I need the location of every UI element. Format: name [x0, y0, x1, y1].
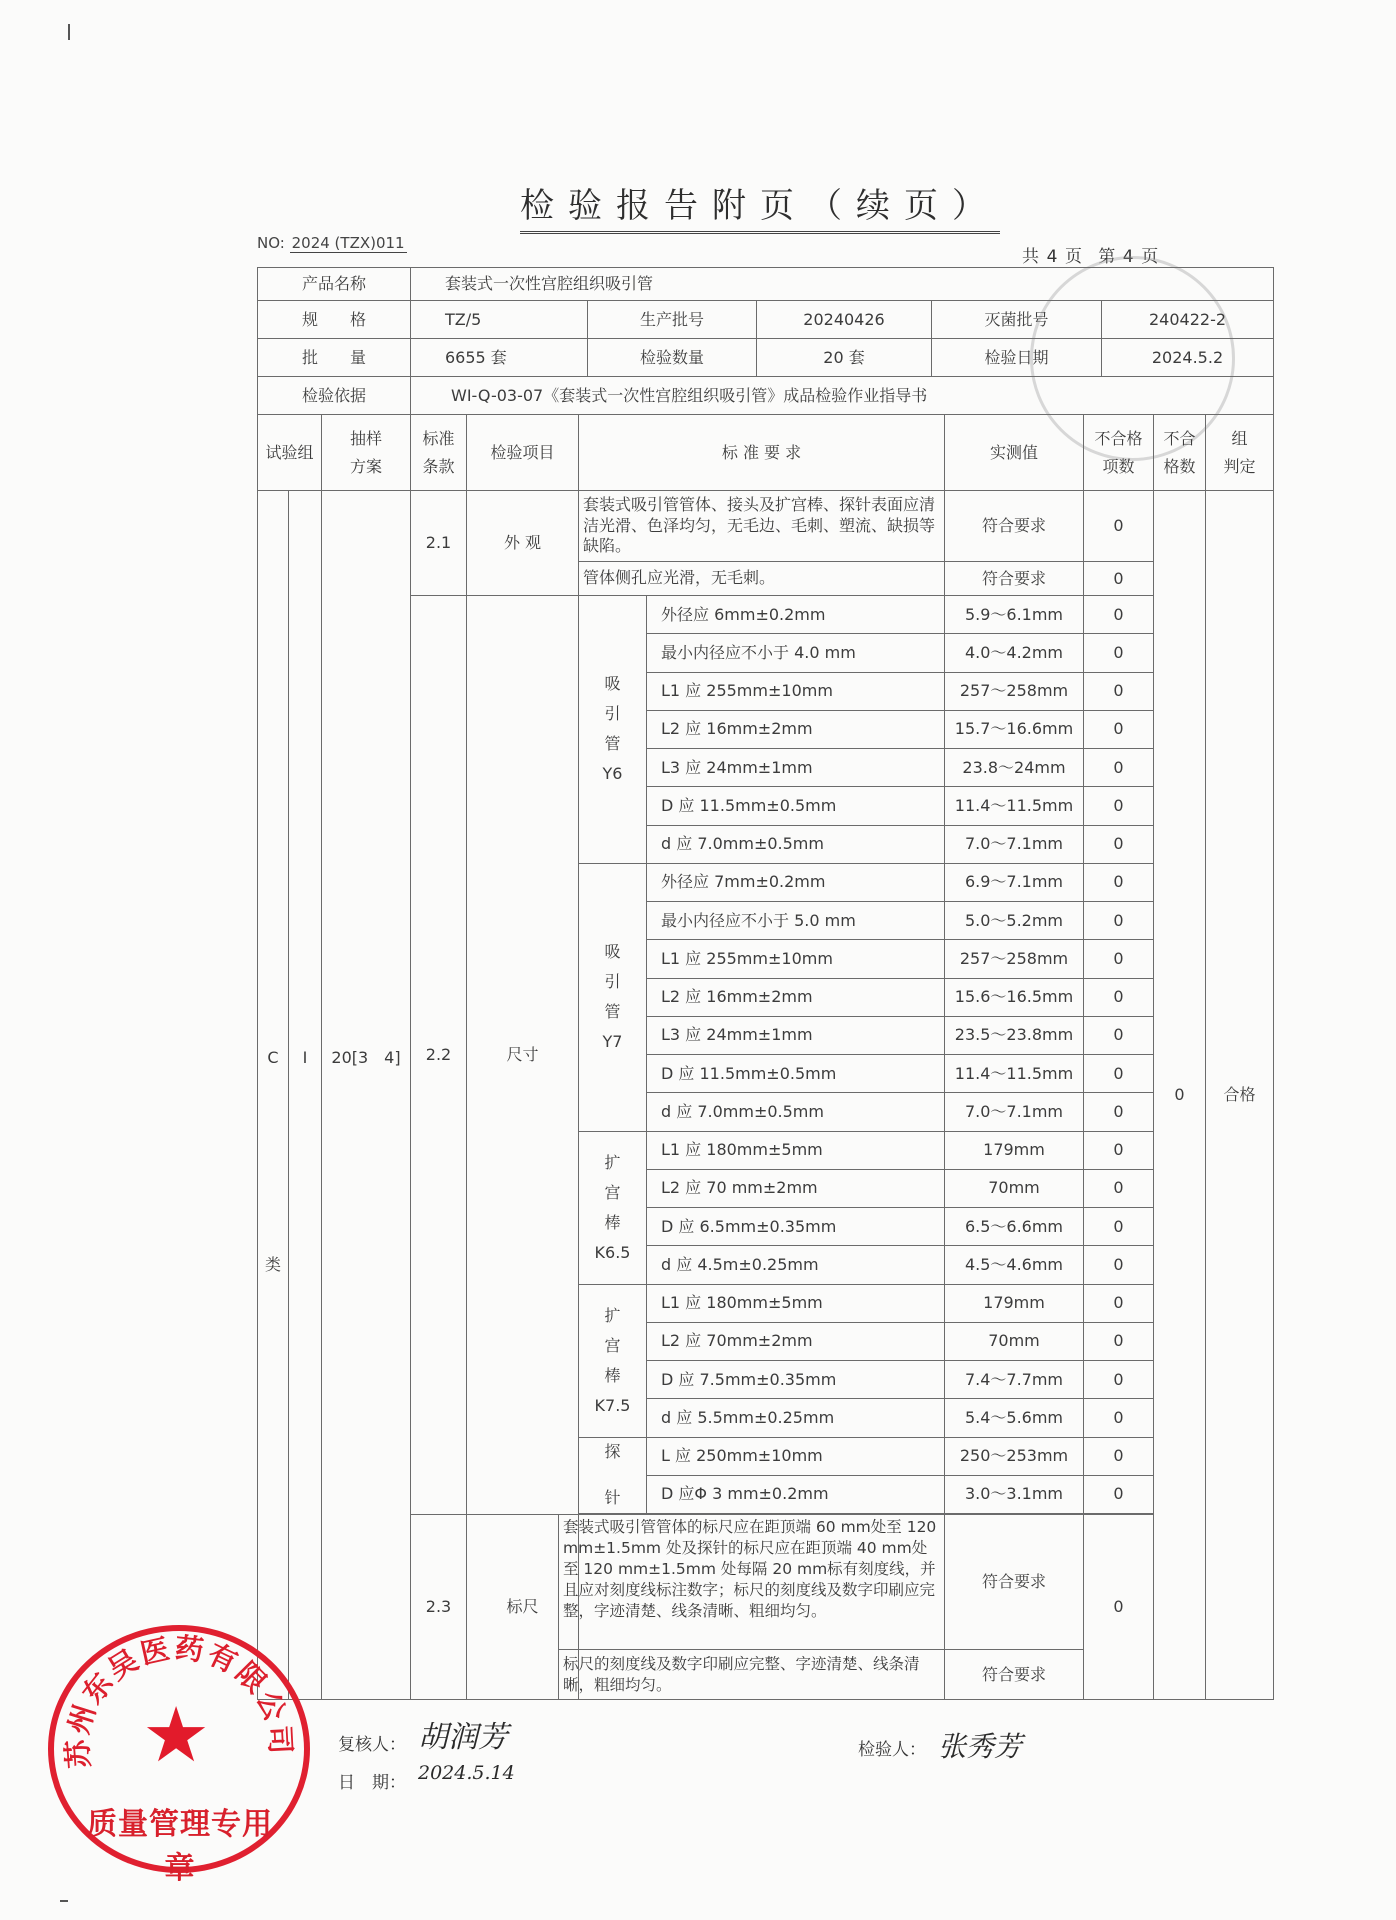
- requirement-appearance-2: 管体侧孔应光滑，无毛刺。: [578, 561, 945, 596]
- dimension-requirement: d 应 7.0mm±0.5mm: [646, 1092, 945, 1131]
- dimension-fail-items: 0: [1083, 1092, 1154, 1131]
- item-appearance: 外 观: [466, 490, 579, 596]
- date-label: 日 期：: [338, 1773, 406, 1793]
- basis-value: WI-Q-03-07《套装式一次性宫腔组织吸引管》成品检验作业指导书: [410, 376, 1274, 415]
- dimension-requirement: L1 应 180mm±5mm: [646, 1284, 945, 1323]
- dimension-requirement: D 应Φ 3 mm±0.2mm: [646, 1475, 945, 1514]
- dimension-measured: 11.4～11.5mm: [944, 1054, 1084, 1093]
- dimension-measured: 179mm: [944, 1131, 1084, 1170]
- sterilization-batch-label: 灭菌批号: [931, 300, 1102, 339]
- dimension-fail-items: 0: [1083, 863, 1154, 902]
- product-name-value: 套装式一次性宫腔组织吸引管: [410, 267, 1274, 301]
- fail-scale: 0: [1083, 1514, 1154, 1700]
- requirement-scale-2: 标尺的刻度线及数字印刷应完整、字迹清楚、线条清晰，粗细均匀。: [558, 1649, 945, 1700]
- dimension-requirement: L2 应 70 mm±2mm: [646, 1169, 945, 1208]
- dimension-measured: 70mm: [944, 1322, 1084, 1361]
- dimension-measured: 179mm: [944, 1284, 1084, 1323]
- dimension-measured: 6.5～6.6mm: [944, 1207, 1084, 1246]
- dimension-fail-items: 0: [1083, 825, 1154, 864]
- col-clause: [410, 414, 467, 491]
- reviewer-signature: 胡润芳: [418, 1720, 508, 1755]
- item-dimension: 尺寸: [466, 595, 579, 1515]
- dimension-group-label: [578, 1131, 647, 1285]
- lot-size-label: 批 量: [257, 338, 411, 377]
- dimension-measured: 5.0～5.2mm: [944, 901, 1084, 940]
- dimension-group-label-char: 针: [604, 1488, 621, 1508]
- dimension-fail-items: 0: [1083, 786, 1154, 825]
- col-sampling: [321, 414, 411, 491]
- col-clause-line2: 条款: [422, 456, 455, 476]
- dimension-requirement: D 应 11.5mm±0.5mm: [646, 786, 945, 825]
- dimension-group-label-char: 吸: [604, 942, 621, 962]
- dimension-requirement: 最小内径应不小于 5.0 mm: [646, 901, 945, 940]
- dimension-fail-items: 0: [1083, 1169, 1154, 1208]
- dimension-requirement: L 应 250mm±10mm: [646, 1437, 945, 1476]
- inspection-quantity-value: 20 套: [756, 338, 932, 377]
- measured-scale-2: 符合要求: [944, 1649, 1084, 1700]
- dimension-fail-items: 0: [1083, 633, 1154, 672]
- document-number-value: 2024 (TZX)011: [291, 234, 405, 252]
- dimension-group-label-char: 吸: [604, 674, 621, 694]
- dimension-group-label: [578, 863, 647, 1132]
- dimension-fail-items: 0: [1083, 1360, 1154, 1399]
- item-scale: 标尺: [466, 1514, 579, 1700]
- dimension-measured: 15.7～16.6mm: [944, 710, 1084, 749]
- dimension-group-label-char: 引: [604, 972, 621, 992]
- clause-2-2: 2.2: [410, 595, 467, 1515]
- col-judgement-line2: 判定: [1223, 456, 1256, 476]
- dimension-fail-items: 0: [1083, 901, 1154, 940]
- dimension-requirement: 外径应 7mm±0.2mm: [646, 863, 945, 902]
- dimension-group-label: [578, 595, 647, 864]
- col-judgement: [1205, 414, 1274, 491]
- clause-2-1: 2.1: [410, 490, 467, 596]
- test-group-level-value: I: [302, 1048, 308, 1067]
- dimension-requirement: d 应 4.5m±0.25mm: [646, 1245, 945, 1284]
- dimension-fail-items: 0: [1083, 595, 1154, 634]
- col-measured: 实测值: [944, 414, 1084, 491]
- col-item: 检验项目: [466, 414, 579, 491]
- clause-2-3: 2.3: [410, 1514, 467, 1700]
- dimension-requirement: d 应 7.0mm±0.5mm: [646, 825, 945, 864]
- dimension-fail-items: 0: [1083, 1322, 1154, 1361]
- col-fail-items: [1083, 414, 1154, 491]
- dimension-group-label-char: 宫: [604, 1182, 621, 1202]
- dimension-measured: 5.4～5.6mm: [944, 1398, 1084, 1437]
- dimension-group-label-char: 扩: [604, 1152, 621, 1172]
- measured-appearance-1: 符合要求: [944, 490, 1084, 562]
- dimension-measured: 3.0～3.1mm: [944, 1475, 1084, 1514]
- col-clause-line1: 标准: [422, 428, 455, 448]
- dimension-requirement: d 应 5.5mm±0.25mm: [646, 1398, 945, 1437]
- dimension-requirement: L1 应 255mm±10mm: [646, 939, 945, 978]
- lot-size-value: 6655 套: [410, 338, 588, 377]
- document-title: 检验报告附页（续页）: [520, 178, 1000, 234]
- dimension-group-label-char: K6.5: [594, 1242, 631, 1262]
- dimension-requirement: L1 应 255mm±10mm: [646, 672, 945, 711]
- dimension-measured: 7.0～7.1mm: [944, 825, 1084, 864]
- col-sampling-line1: 抽样: [349, 428, 382, 448]
- page-total-prefix: 共: [1022, 247, 1039, 267]
- requirement-scale-1: 套装式吸引管管体的标尺应在距顶端 60 mm处至 120 mm±1.5mm 处及探针的标尺应在距顶端 40 mm处至 120 mm±1.5mm 处每隔 20 mm标有刻度线，并且应对刻度线标注数字；标尺的刻度线及数字印刷应完整，字迹清楚、线条清晰、粗细均匀。: [558, 1514, 945, 1650]
- sampling-plan: [321, 490, 411, 1700]
- company-quality-stamp: [48, 1625, 310, 1886]
- stamp-star-icon: ★: [142, 1690, 211, 1779]
- document-number-label: NO:: [257, 234, 285, 252]
- fail-appearance-2: 0: [1083, 561, 1154, 596]
- scan-edge-mark: [68, 24, 70, 40]
- dimension-fail-items: 0: [1083, 1437, 1154, 1476]
- col-fail-count-line1: 不合: [1163, 428, 1196, 448]
- page-current-prefix: 第: [1098, 247, 1116, 267]
- dimension-group-label-char: 棒: [604, 1365, 621, 1385]
- dimension-fail-items: 0: [1083, 978, 1154, 1017]
- inspection-quantity-label: 检验数量: [587, 338, 757, 377]
- dimension-fail-items: 0: [1083, 1016, 1154, 1055]
- dimension-fail-items: 0: [1083, 1207, 1154, 1246]
- inspection-date-value: 2024.5.2: [1101, 338, 1274, 377]
- production-batch-label: 生产批号: [587, 300, 757, 339]
- test-group-class-suffix: 类: [264, 1255, 281, 1274]
- sampling-plan-value: 20[3 4]: [331, 1048, 401, 1067]
- product-name-label: 产品名称: [257, 267, 411, 301]
- col-sampling-line2: 方案: [349, 456, 382, 476]
- dimension-measured: 70mm: [944, 1169, 1084, 1208]
- dimension-group-label-char: 宫: [604, 1335, 621, 1355]
- dimension-group-label: [578, 1437, 647, 1515]
- dimension-group-label-char: K7.5: [594, 1395, 631, 1415]
- dimension-measured: 15.6～16.5mm: [944, 978, 1084, 1017]
- dimension-measured: 6.9～7.1mm: [944, 863, 1084, 902]
- dimension-group-label-char: 扩: [604, 1305, 621, 1325]
- dimension-measured: 250～253mm: [944, 1437, 1084, 1476]
- dimension-fail-items: 0: [1083, 748, 1154, 787]
- inspection-date-label: 检验日期: [931, 338, 1102, 377]
- page-total: 4: [1039, 247, 1065, 268]
- dimension-fail-items: 0: [1083, 710, 1154, 749]
- dimension-requirement: L2 应 16mm±2mm: [646, 710, 945, 749]
- document-number: [257, 234, 407, 252]
- dimension-group-label-char: 管: [604, 1002, 621, 1022]
- group-fail-count: 0: [1153, 490, 1206, 1700]
- inspector-signature: 张秀芳: [938, 1730, 1023, 1763]
- col-fail-items-line2: 项数: [1102, 456, 1135, 476]
- dimension-requirement: L2 应 70mm±2mm: [646, 1322, 945, 1361]
- test-group-class-c: C: [267, 1048, 279, 1067]
- scan-edge-mark: [60, 1900, 68, 1902]
- dimension-requirement: 外径应 6mm±0.2mm: [646, 595, 945, 634]
- spec-label: 规 格: [257, 300, 411, 339]
- dimension-requirement: D 应 11.5mm±0.5mm: [646, 1054, 945, 1093]
- dimension-fail-items: 0: [1083, 939, 1154, 978]
- dimension-group-label-char: 引: [604, 704, 621, 724]
- reviewer-label: 复核人：: [338, 1735, 406, 1755]
- measured-appearance-2: 符合要求: [944, 561, 1084, 596]
- col-fail-items-line1: 不合格: [1094, 428, 1143, 448]
- spec-value: TZ/5: [410, 300, 588, 339]
- dimension-measured: 7.4～7.7mm: [944, 1360, 1084, 1399]
- stamp-purpose: 质量管理专用章: [87, 1807, 273, 1886]
- date-value: 2024.5.14: [418, 1762, 515, 1784]
- col-requirement: 标 准 要 求: [578, 414, 945, 491]
- dimension-requirement: L2 应 16mm±2mm: [646, 978, 945, 1017]
- dimension-requirement: L3 应 24mm±1mm: [646, 1016, 945, 1055]
- dimension-fail-items: 0: [1083, 1245, 1154, 1284]
- dimension-measured: 23.8～24mm: [944, 748, 1084, 787]
- dimension-fail-items: 0: [1083, 1131, 1154, 1170]
- col-fail-count-line2: 格数: [1163, 456, 1196, 476]
- basis-label: 检验依据: [257, 376, 411, 415]
- col-judgement-line1: 组: [1231, 428, 1248, 448]
- test-group-level: [288, 490, 322, 1700]
- dimension-measured: 11.4～11.5mm: [944, 786, 1084, 825]
- dimension-fail-items: 0: [1083, 1284, 1154, 1323]
- fail-appearance-1: 0: [1083, 490, 1154, 562]
- requirement-appearance-1: 套装式吸引管管体、接头及扩宫棒、探针表面应清洁光滑、色泽均匀，无毛边、毛刺、塑流、缺损等缺陷。: [578, 490, 945, 562]
- col-test-group: 试验组: [257, 414, 322, 491]
- test-group-class: [257, 490, 289, 1700]
- dimension-fail-items: 0: [1083, 672, 1154, 711]
- dimension-measured: 23.5～23.8mm: [944, 1016, 1084, 1055]
- dimension-group-label-char: 棒: [604, 1212, 621, 1232]
- production-batch-value: 20240426: [756, 300, 932, 339]
- col-fail-count: [1153, 414, 1206, 491]
- dimension-requirement: D 应 7.5mm±0.35mm: [646, 1360, 945, 1399]
- svg-text:苏州东吴医药有限公司: 苏州东吴医药有限公司: [60, 1631, 298, 1770]
- page-current-suffix: 页: [1141, 247, 1159, 267]
- sterilization-batch-value: 240422-2: [1101, 300, 1274, 339]
- dimension-requirement: 最小内径应不小于 4.0 mm: [646, 633, 945, 672]
- page-current: 4: [1115, 247, 1141, 268]
- dimension-group-label-char: 管: [604, 734, 621, 754]
- dimension-group-label-char: Y6: [602, 764, 623, 784]
- dimension-fail-items: 0: [1083, 1475, 1154, 1514]
- group-judgement: 合格: [1205, 490, 1274, 1700]
- dimension-group-label: [578, 1284, 647, 1438]
- dimension-fail-items: 0: [1083, 1398, 1154, 1437]
- dimension-fail-items: 0: [1083, 1054, 1154, 1093]
- dimension-measured: 7.0～7.1mm: [944, 1092, 1084, 1131]
- dimension-requirement: D 应 6.5mm±0.35mm: [646, 1207, 945, 1246]
- dimension-measured: 257～258mm: [944, 672, 1084, 711]
- dimension-group-label-char: 探: [604, 1442, 621, 1462]
- dimension-group-label-char: Y7: [602, 1032, 623, 1052]
- dimension-measured: 4.5～4.6mm: [944, 1245, 1084, 1284]
- dimension-measured: 257～258mm: [944, 939, 1084, 978]
- dimension-requirement: L3 应 24mm±1mm: [646, 748, 945, 787]
- dimension-measured: 5.9～6.1mm: [944, 595, 1084, 634]
- inspector-label: 检验人：: [858, 1740, 926, 1760]
- measured-scale-1: 符合要求: [944, 1514, 1084, 1650]
- dimension-measured: 4.0～4.2mm: [944, 633, 1084, 672]
- dimension-requirement: L1 应 180mm±5mm: [646, 1131, 945, 1170]
- page-total-suffix: 页: [1065, 247, 1082, 267]
